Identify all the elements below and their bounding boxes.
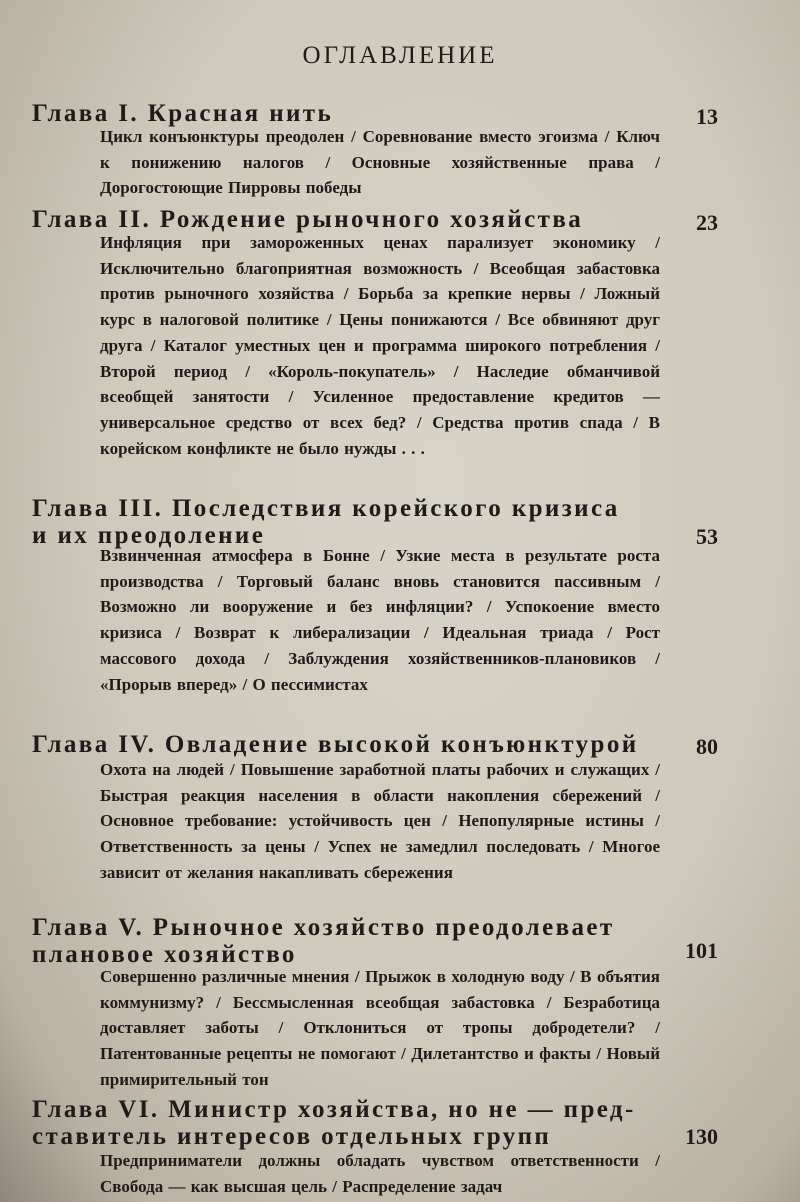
chapter-page-number: 130 xyxy=(685,1124,718,1149)
chapter-description: Совершенно различные мнения / Прыжок в холодную воду / В объятия коммунизму? / Бессмысленная всеобщая забастовка / Безработица доставляет заботы / Отклониться от тропы добродетели? / Патентованные рецепты не помогают / Дилетантство и факты / Новый примирительный тон xyxy=(100,967,660,1089)
chapter-page-number: 101 xyxy=(685,938,718,963)
chapter-page-number: 53 xyxy=(696,524,718,549)
chapter-title-line-1: Глава III. Последствия корейского кризиса xyxy=(32,495,620,522)
chapter-page-number: 13 xyxy=(696,104,718,129)
chapter-description: Предприниматели должны обладать чувством ответственности / Свобода — как высшая цель / Распределение задач xyxy=(100,1151,660,1196)
chapter-description: Цикл конъюнктуры преодолен / Соревнование вместо эгоизма / Ключ к понижению налогов / Основные хозяйственные права / Дорогостоющие Пирровы победы xyxy=(100,127,660,198)
page-title: ОГЛАВЛЕНИЕ xyxy=(302,42,498,69)
chapter-page-number: 23 xyxy=(696,210,718,235)
chapter-title-line-2: плановое хозяйство xyxy=(32,941,297,968)
chapter-description: Инфляция при замороженных ценах парализует экономику / Исключительно благоприятная возможность / Всеобщая забастовка против рыночного хозяйства / Борьба за крепкие нервы / Ложный курс в налоговой политике / Цены понижаются / Все обвиняют друг друга / Каталог уместных цен и программа широкого потребления / Второй период / «Король-покупатель» / Наследие обманчивой всеобщей занятости / Усиленное предоставление кредитов — универсальное средство от всех бед? / Средства против спада / В корейском конфликте не было нужды . . . xyxy=(100,233,660,458)
chapter-description: Взвинченная атмосфера в Бонне / Узкие места в результате роста производства / Торговый баланс вновь становится пассивным / Возможно ли вооружение и без инфляции? / Успокоение вместо кризиса / Возврат к либерализации / Идеальная триада / Рост массового дохода / Заблуждения хозяйственников-плановиков / «Прорыв вперед» / О пессимистах xyxy=(100,546,660,694)
chapter-page-number: 80 xyxy=(696,734,718,759)
chapter-title-line-2: ставитель интересов отдельных групп xyxy=(32,1123,552,1150)
chapter-title: Глава I. Красная нить xyxy=(32,100,334,127)
chapter-title-line-1: Глава V. Рыночное хозяйство преодолевает xyxy=(32,914,615,941)
chapter-description: Охота на людей / Повышение заработной платы рабочих и служащих / Быстрая реакция населения в области накопления сбережений / Основное требование: устойчивость цен / Непопулярные истины / Ответственность за цены / Успех не замедлил последовать / Многое зависит от желания накапливать сбережения xyxy=(100,760,660,882)
chapter-title-line-1: Глава VI. Министр хозяйства, но не — пред- xyxy=(32,1096,636,1123)
chapter-title: Глава IV. Овладение высокой конъюнктурой xyxy=(32,731,639,758)
chapter-title: Глава II. Рождение рыночного хозяйства xyxy=(32,206,584,233)
chapter-title-line-2: и их преодоление xyxy=(32,522,266,549)
